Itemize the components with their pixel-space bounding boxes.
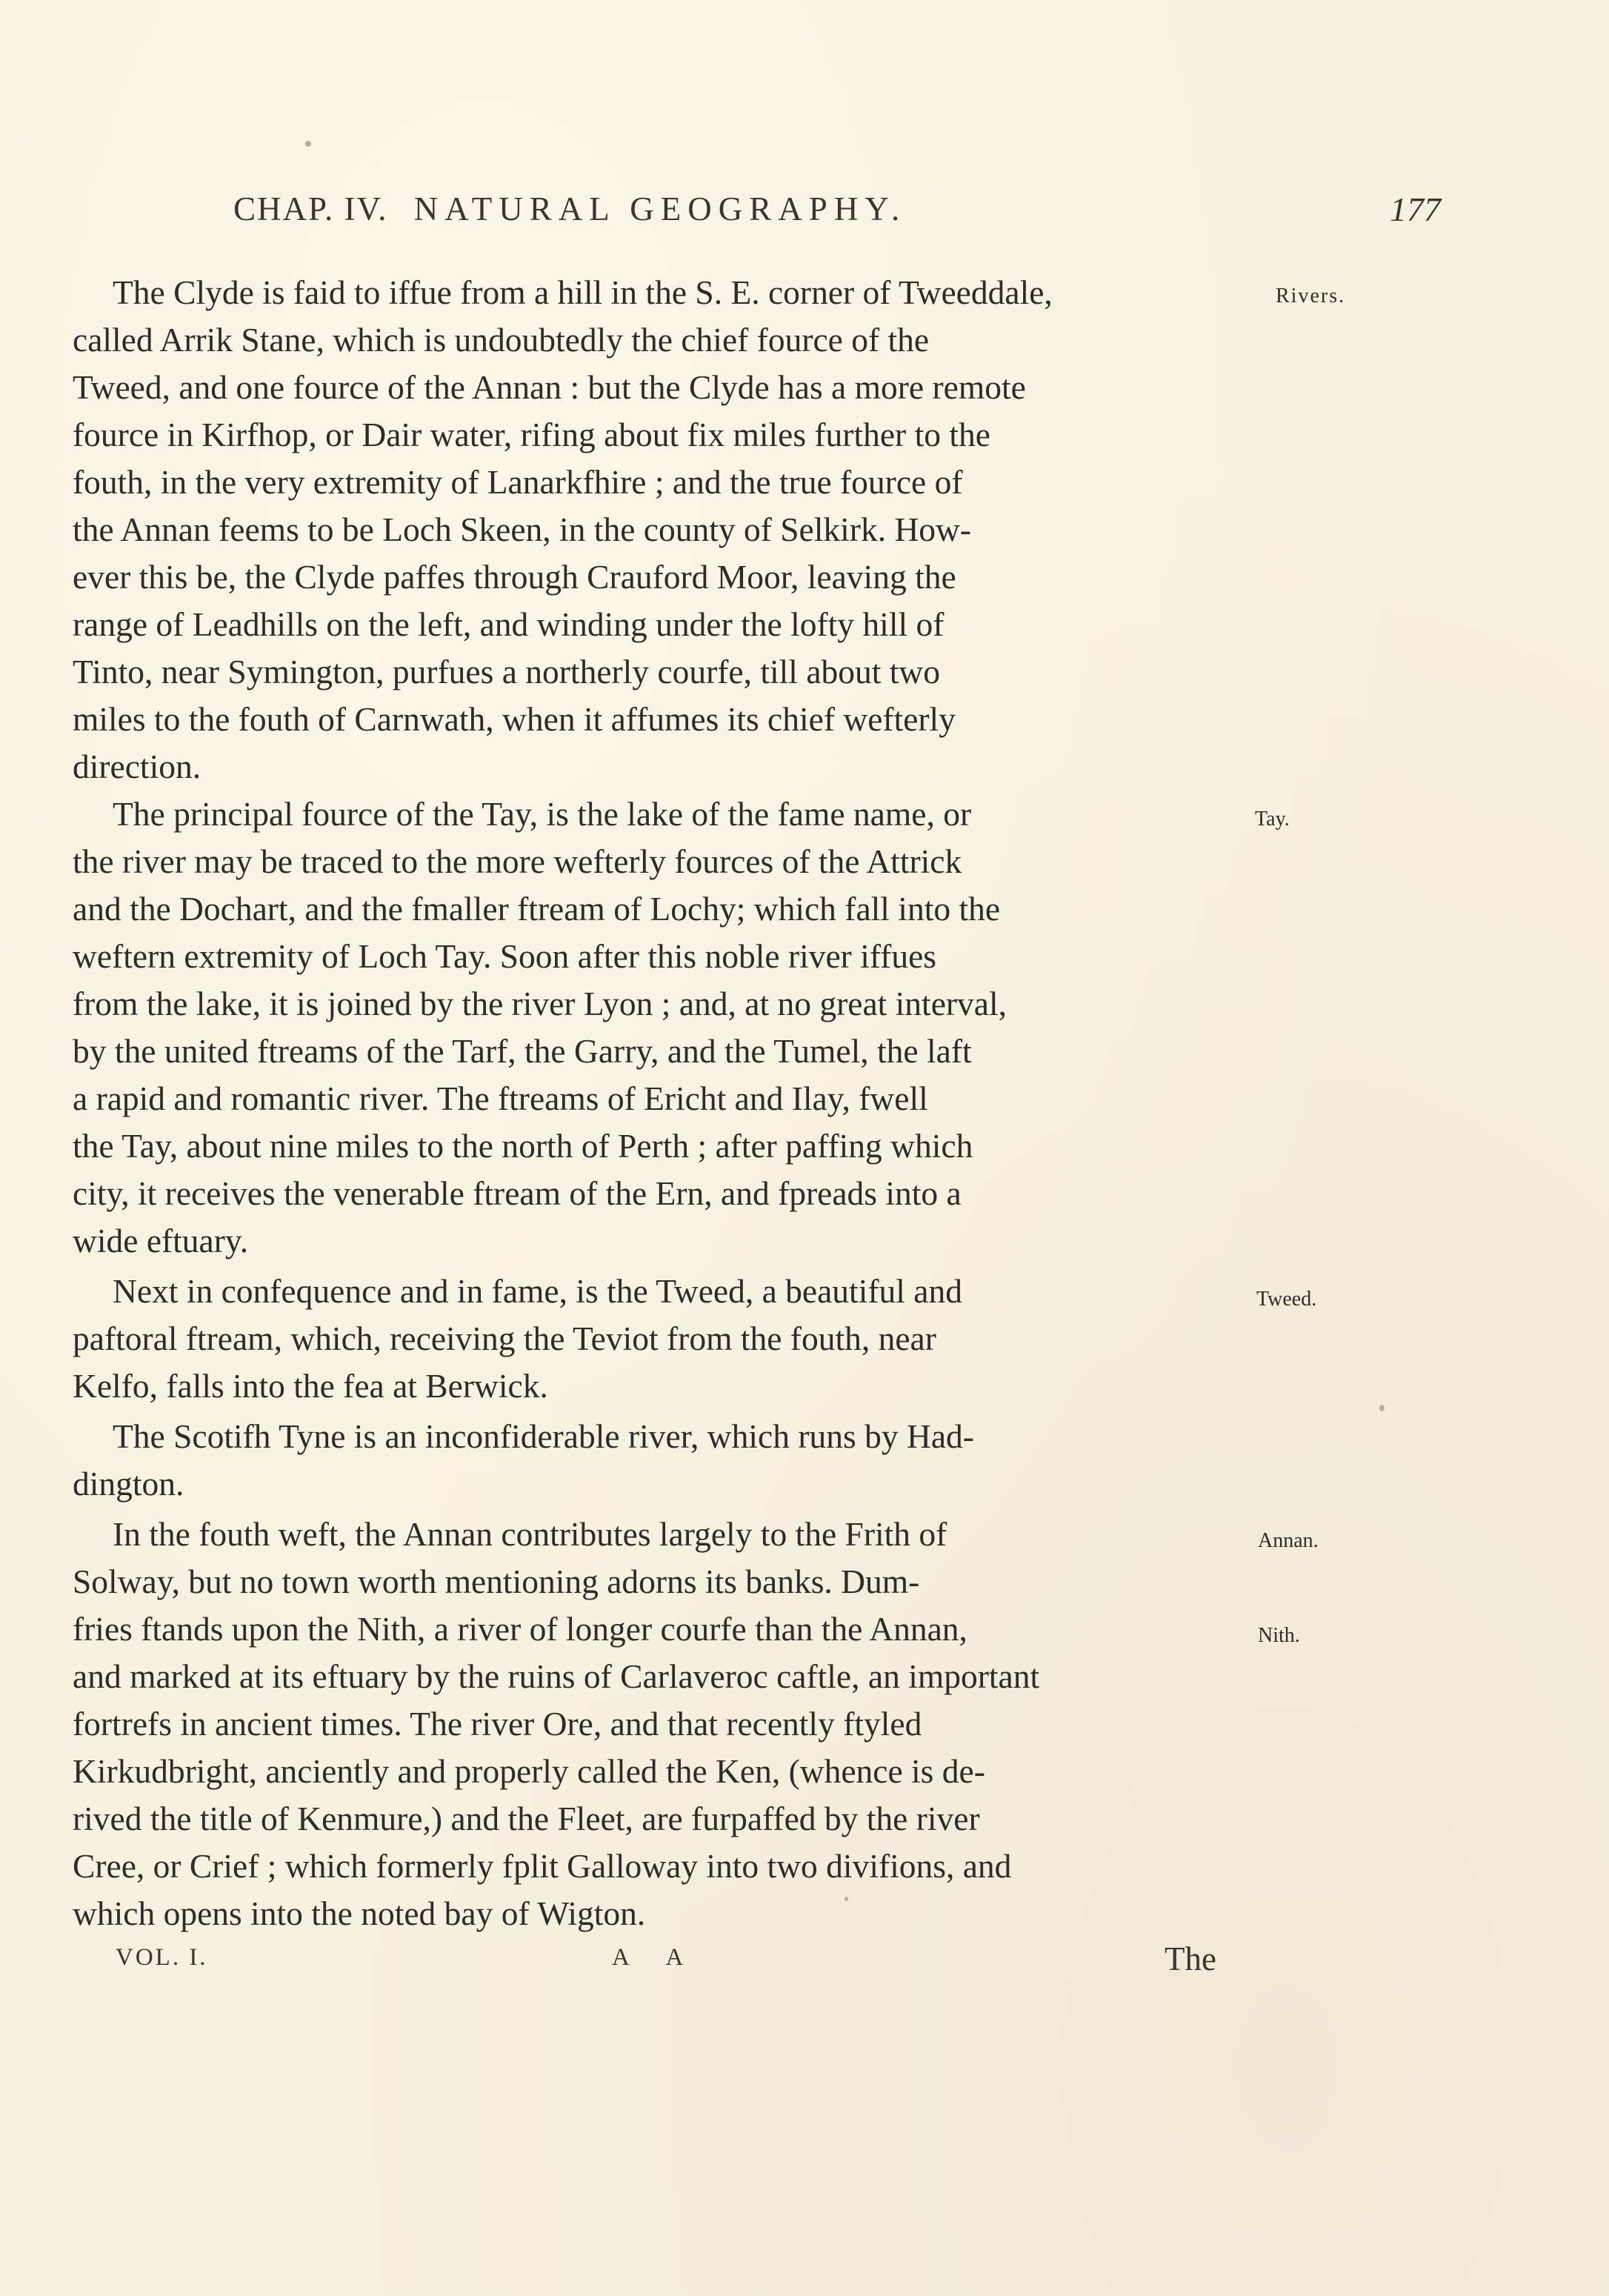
text-line: range of Leadhills on the left, and winding under the lofty hill of [73,605,945,643]
text-line: ever this be, the Clyde paffes through Crauford Moor, leaving the [73,558,956,596]
text-line: city, it receives the venerable ftream of the Ern, and fpreads into a [73,1174,962,1212]
margin-note-rivers: Rivers. [1276,284,1346,307]
margin-note-tay: Tay. [1255,808,1290,831]
text-line: direction. [73,748,201,785]
volume-mark: VOL. I. [116,1944,208,1971]
text-line: from the lake, it is joined by the river Lyon ; and, at no great interval, [73,985,1007,1022]
text-line: fource in Kirfhop, or Dair water, rifing about fix miles further to the [73,416,990,453]
paper-speck [1379,1405,1385,1411]
text-line: called Arrik Stane, which is undoubtedly the chief fource of the [73,321,930,359]
text-line: fries ftands upon the Nith, a river of longer courfe than the Annan, [73,1610,967,1648]
paper-speck [845,1897,848,1901]
text-line: The Scotifh Tyne is an inconfiderable river, which runs by Had- [113,1417,974,1455]
text-line: the Annan feems to be Loch Skeen, in the county of Selkirk. How- [73,510,972,548]
text-line: wide eftuary. [73,1222,249,1260]
page-number: 177 [1390,190,1441,228]
text-line: which opens into the noted bay of Wigton. [73,1894,646,1932]
margin-note-tweed: Tweed. [1256,1288,1317,1311]
text-line: fouth, in the very extremity of Lanarkfhire ; and the true fource of [73,463,963,501]
text-line: Cree, or Crief ; which formerly fplit Galloway into two divifions, and [73,1847,1012,1885]
text-line: paftoral ftream, which, receiving the Teviot from the fouth, near [73,1320,936,1357]
running-head [233,190,906,228]
text-line: and marked at its eftuary by the ruins of Carlaveroc caftle, an important [73,1657,1040,1695]
text-line: fortrefs in ancient times. The river Ore, and that recently ftyled [73,1705,922,1743]
paper-speck [305,141,311,147]
text-line: by the united ftreams of the Tarf, the Garry, and the Tumel, the laft [73,1032,972,1070]
text-line: Tweed, and one fource of the Annan : but the Clyde has a more remote [73,368,1026,406]
text-line: The principal fource of the Tay, is the lake of the fame name, or [113,795,972,833]
text-line: In the fouth weft, the Annan contributes largely to the Frith of [113,1515,947,1553]
text-line: a rapid and romantic river. The ftreams of Ericht and Ilay, fwell [73,1079,928,1117]
text-line: Kelfo, falls into the fea at Berwick. [73,1367,548,1405]
text-line: Kirkudbright, anciently and properly called the Ken, (whence is de- [73,1752,985,1790]
text-line: and the Dochart, and the fmaller ftream of Lochy; which fall into the [73,890,1001,928]
catchword: The [1165,1940,1216,1977]
running-title: NATURAL GEOGRAPHY. [413,190,907,227]
text-line: miles to the fouth of Carnwath, when it affumes its chief wefterly [73,700,956,738]
text-line: Solway, but no town worth mentioning adorns its banks. Dum- [73,1563,920,1600]
text-line: Next in confequence and in fame, is the Tweed, a beautiful and [113,1272,962,1310]
text-line: weftern extremity of Loch Tay. Soon after this noble river iffues [73,937,936,975]
margin-note-nith: Nith. [1258,1624,1300,1647]
text-line: the river may be traced to the more wefterly fources of the Attrick [73,842,962,880]
text-line: the Tay, about nine miles to the north of Perth ; after paffing which [73,1127,973,1165]
text-line: Tinto, near Symington, purfues a northerly courfe, till about two [73,653,941,691]
text-line: dington. [73,1465,184,1503]
text-line: The Clyde is faid to iffue from a hill in the S. E. corner of Tweeddale, [113,273,1053,311]
signature-mark: A A [612,1944,700,1971]
margin-note-annan: Annan. [1258,1529,1319,1552]
text-line: rived the title of Kenmure,) and the Fleet, are furpaffed by the river [73,1800,980,1837]
chapter-label: CHAP. IV. [233,190,388,227]
